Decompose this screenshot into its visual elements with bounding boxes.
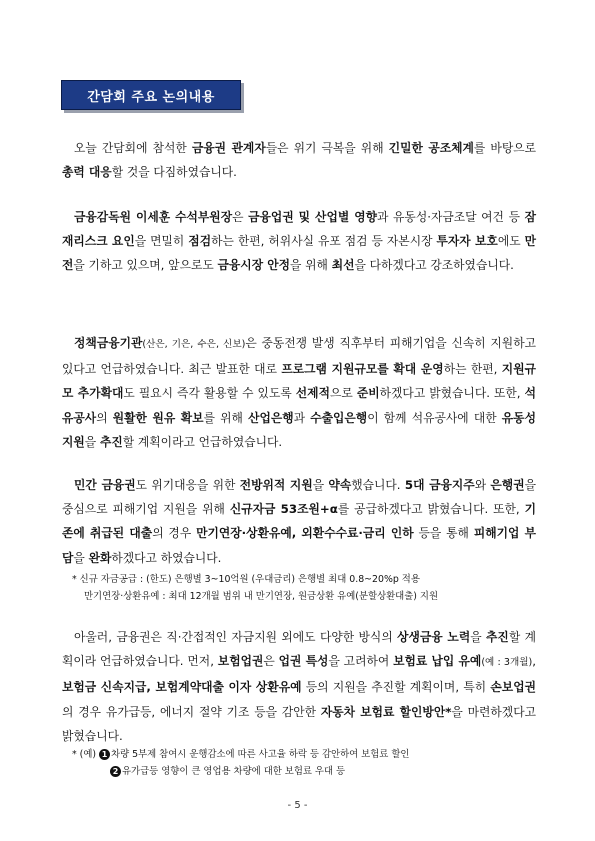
paragraph-mutual-growth: 아울러, 금융권은 직·간접적인 자금지원 외에도 다양한 방식의 상생금융 노력을 추진할 계획이라 언급하였습니다. 먼저, 보험업권은 업권 특성을 고려하여 보험료 납입 유예(예 : 3개월), 보험금 신속지급, 보험계약대출 이자 상환유예 등의 지원을 추진할 계획이며, 특히 손보업권의 경우 유가급등, 에너지 절약 기조 등을 감안한 자동차 보험료 할인방안*을 마련하겠다고 밝혔습니다. (62, 630, 537, 743)
footnote-line: * (예) 1 차량 5부제 참여시 운행감소에 따른 사고율 하락 등 감안하여 보험료 할인 (72, 749, 410, 760)
number-two-icon: 2 (110, 766, 121, 777)
number-one-icon: 1 (99, 749, 110, 760)
page-number: - 5 - (287, 800, 308, 811)
footnote-line: * 신규 자금공급 : (한도) 은행별 3~10억원 (우대금리) 은행별 최대 0.8~20%p 적용 (72, 574, 420, 585)
section-title: 간담회 주요 논의내용 (87, 89, 215, 105)
footnote-line: 2 유가급등 영향이 큰 영업용 차량에 대한 보험료 우대 등 (72, 763, 542, 780)
footnote-insurance (72, 746, 542, 780)
footnote-funding (72, 571, 542, 605)
footnote-line: 만기연장·상환유예 : 최대 12개월 범위 내 만기연장, 원금상환 유예(분할상환대출) 지원 (84, 591, 439, 602)
paragraph-private-finance: 민간 금융권도 위기대응을 위한 전방위적 지원을 약속했습니다. 5대 금융지주와 은행권을 중심으로 피해기업 지원을 위해 신규자금 53조원+α를 공급하겠다고 밝혔습니다. 또한, 기존에 취급된 대출의 경우 만기연장·상환유예, 외환수수료·금리 인하 등을 통해 피해기업 부담을 완화하겠다고 하였습니다. (62, 478, 537, 565)
paragraph-fss: 금융감독원 이세훈 수석부원장은 금융업권 및 산업별 영향과 유동성·자금조달 여건 등 잠재리스크 요인을 면밀히 점검하는 한편, 허위사실 유포 점검 등 자본시장 투자자 보호에도 만전을 기하고 있으며, 앞으로도 금융시장 안정을 위해 최선을 다하겠다고 강조하였습니다. (62, 210, 536, 273)
section-header (61, 80, 241, 110)
paragraph-commitment: 오늘 간담회에 참석한 금융권 관계자들은 위기 극복을 위해 긴밀한 공조체계를 바탕으로 총력 대응할 것을 다짐하였습니다. (62, 141, 537, 180)
paragraph-policy-finance: 정책금융기관(산은, 기은, 수은, 신보)은 중동전쟁 발생 직후부터 피해기업을 신속히 지원하고 있다고 언급하였습니다. 최근 발표한 대로 프로그램 지원규모를 확대 운영하는 한편, 지원규모 추가확대도 필요시 즉각 활용할 수 있도록 선제적으로 준비하겠다고 밝혔습니다. 또한, 석유공사의 원활한 원유 확보를 위해 산업은행과 수출입은행이 함께 석유공사에 대한 유동성 지원을 추진할 계획이라고 언급하였습니다. (62, 336, 537, 449)
